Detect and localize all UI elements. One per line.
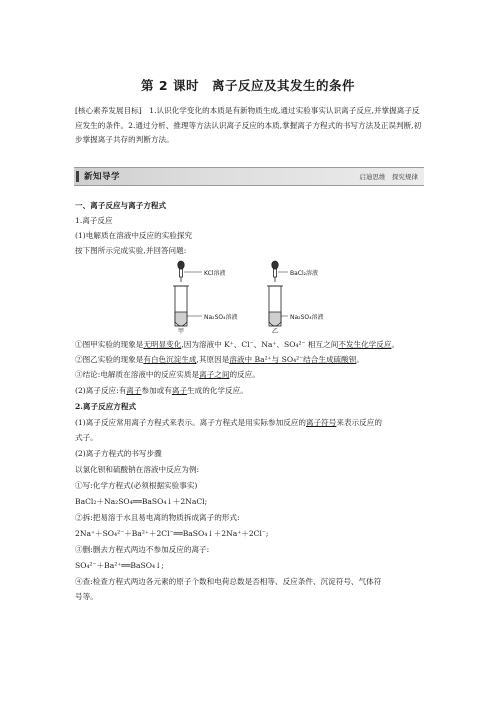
answer-4b: 离子	[171, 386, 188, 395]
answer-3: 离子之间	[199, 370, 230, 379]
subheading-ionic-equation: 2.离子反应方程式	[75, 402, 137, 411]
answer-1a: 无明显变化	[143, 340, 182, 349]
label-na2so4-left: Na₂SO₄溶液	[204, 314, 238, 321]
definition-line-2: 式子。	[75, 433, 98, 442]
label-bacl2: BaCl₂溶液	[290, 270, 319, 277]
step-write: ①写:化学方程式(必须根据实验事实)	[75, 481, 198, 490]
answer-2b: 溶液中 Ba²⁺与 SO₄²⁻结合生成硫酸钡	[229, 355, 357, 364]
experiment-instruction: 按下图所示完成实验,并回答问题:	[75, 246, 187, 255]
dropper-right	[272, 261, 278, 282]
answer-1b: 不发生化学反应	[338, 340, 392, 349]
step-check-2: 号等。	[75, 592, 98, 601]
label-kcl: KCl溶液	[204, 270, 226, 277]
answer-2a: 有白色沉淀生成	[143, 355, 197, 364]
banner-accent-bar	[76, 171, 79, 182]
subheading-steps: (2)离子方程式的书写步骤	[75, 449, 162, 458]
caption-jia: 甲	[178, 328, 185, 335]
label-na2so4-right: Na₂SO₄溶液	[290, 314, 324, 321]
equation-1: BaCl₂＋Na₂SO₄══BaSO₄↓＋2NaCl;	[75, 497, 208, 506]
core-goals-paragraph: [核心素养发展目标] 1.认识化学变化的本质是有新物质生成,通过实验事实认识离子反应,并掌握离子反应发生的条件。2.通过分析、推理等方法认识离子反应的本质,掌握离子方程式的书写方法及正误判断,初步掌握离子共存的判断方法。	[75, 106, 422, 144]
definition-line: (1)离子反应常用离子方程式来表示。离子方程式是用实际参加反应的离子符号来表示反应的	[75, 418, 382, 427]
banner-subtitle: 启迪思维 探究规律	[359, 173, 418, 181]
step-check: ④查:检查方程式两边各元素的原子个数和电荷总数是否相等、反应条件、沉淀符号、气体符	[75, 577, 382, 586]
section-banner	[74, 167, 424, 186]
step-delete: ③删:删去方程式两边不参加反应的离子:	[75, 545, 210, 554]
question-3: ③结论:电解质在溶液中的反应实质是离子之间的反应。	[75, 370, 260, 379]
equation-2: 2Na⁺＋SO₄²⁻＋Ba²⁺＋2Cl⁻══BaSO₄↓＋2Na⁺＋2Cl⁻;	[75, 529, 269, 538]
dropper-left	[178, 261, 184, 282]
section-heading-1: 一、离子反应与离子方程式	[75, 201, 167, 210]
experiment-diagram	[170, 260, 360, 335]
test-tube-left	[173, 286, 189, 326]
example-intro: 以氯化钡和硫酸钠在溶液中反应为例:	[75, 465, 200, 474]
question-1: ①图甲实验的现象是无明显变化,因为溶液中 K⁺、Cl⁻、Na⁺、SO₄²⁻ 相互之间不发生化学反应。	[75, 340, 400, 349]
subheading-experiment: (1)电解质在溶液中反应的实验探究	[75, 231, 193, 240]
banner-title: 新知导学	[84, 172, 121, 182]
page-title: 第 2 课时 离子反应及其发生的条件	[141, 78, 355, 93]
test-tube-right	[267, 286, 283, 326]
answer-4a: 离子	[126, 386, 142, 395]
equation-3: SO₄²⁻＋Ba²⁺══BaSO₄↓;	[75, 561, 164, 570]
caption-yi: 乙	[272, 328, 279, 335]
answer-ion-symbol: 离子符号	[305, 418, 337, 427]
question-4: (2)离子反应:有离子参加或有离子生成的化学反应。	[75, 386, 248, 395]
subheading-ionic-reaction: 1.离子反应	[75, 216, 113, 225]
question-2: ②图乙实验的现象是有白色沉淀生成,其原因是溶液中 Ba²⁺与 SO₄²⁻结合生成硫酸钡。	[75, 355, 364, 364]
step-split: ②拆:把易溶于水且易电离的物质拆成离子的形式:	[75, 513, 240, 522]
test-tubes-illustration	[170, 260, 360, 335]
